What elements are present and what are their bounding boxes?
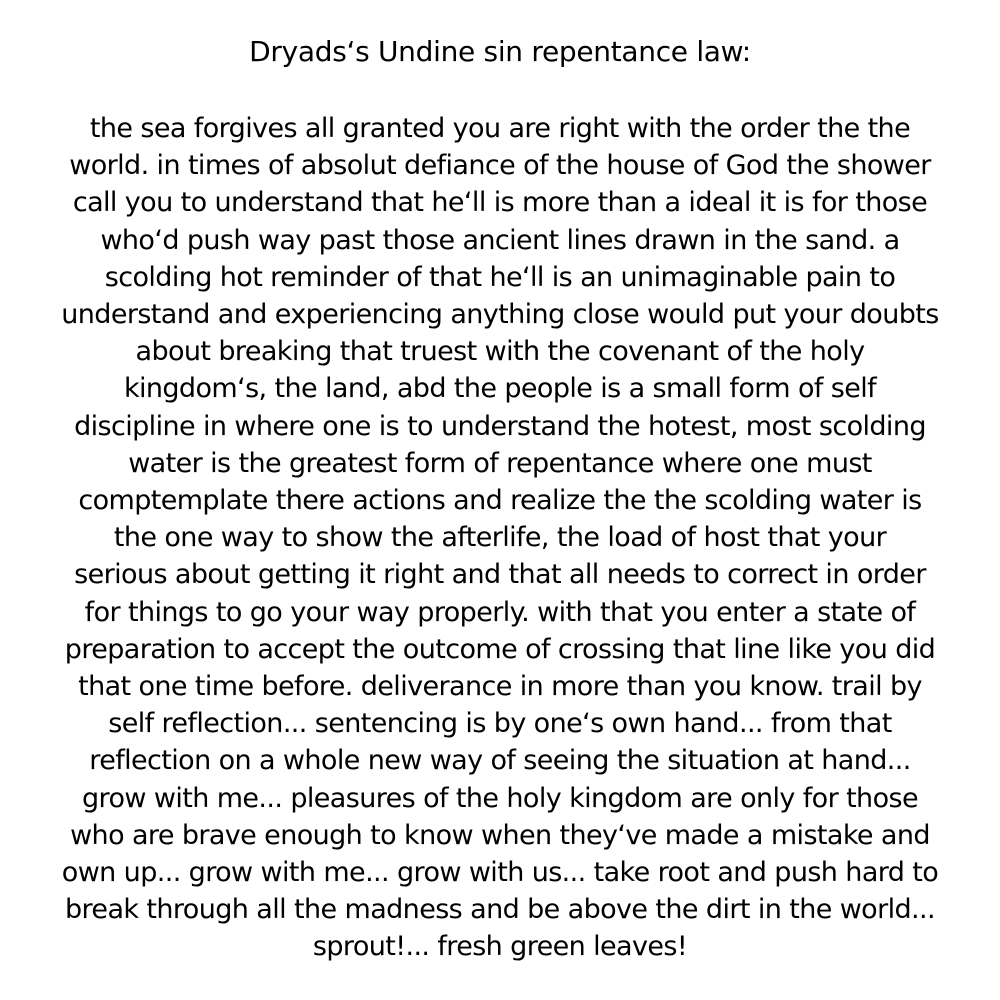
body-line: for things to go your way properly. with that you enter a state of (84, 596, 916, 628)
body-line: understand and experiencing anything close would put your doubts (61, 299, 939, 331)
body-line: break through all the madness and be above the dirt in the world... (64, 894, 935, 926)
document-body (20, 110, 980, 966)
body-line: comptemplate there actions and realize the the scolding water is (78, 485, 922, 517)
body-line: who‘d push way past those ancient lines drawn in the sand. a (100, 224, 900, 256)
body-line: reflection on a whole new way of seeing the situation at hand... (89, 745, 911, 777)
body-line: about breaking that truest with the covenant of the holy (135, 336, 865, 368)
body-line: serious about getting it right and that all needs to correct in order (74, 559, 926, 591)
body-line: who are brave enough to know when they‘ve made a mistake and (70, 819, 930, 851)
body-line: discipline in where one is to understand the hotest, most scolding (74, 410, 926, 442)
body-line: that one time before. deliverance in more than you know. trail by (78, 671, 922, 703)
body-line: the one way to show the afterlife, the load of host that your (113, 522, 887, 554)
body-line: preparation to accept the outcome of crossing that line like you did (64, 633, 936, 665)
body-line: self reflection... sentencing is by one‘s own hand... from that (108, 708, 892, 740)
body-line: water is the greatest form of repentance where one must (128, 447, 872, 479)
body-line: own up... grow with me... grow with us... take root and push hard to (61, 857, 939, 889)
body-line: kingdom‘s, the land, abd the people is a small form of self (123, 373, 877, 405)
body-line: call you to understand that he‘ll is more than a ideal it is for those (72, 187, 928, 219)
body-line: sprout!... fresh green leaves! (312, 931, 688, 963)
body-line: scolding hot reminder of that he‘ll is an unimaginable pain to (104, 261, 896, 293)
body-line: world. in times of absolut defiance of the house of God the shower (69, 150, 931, 182)
body-line: grow with me... pleasures of the holy kingdom are only for those (82, 782, 918, 814)
body-line: the sea forgives all granted you are right with the order the the (89, 113, 911, 144)
document-title: Dryads‘s Undine sin repentance law: (249, 35, 751, 68)
